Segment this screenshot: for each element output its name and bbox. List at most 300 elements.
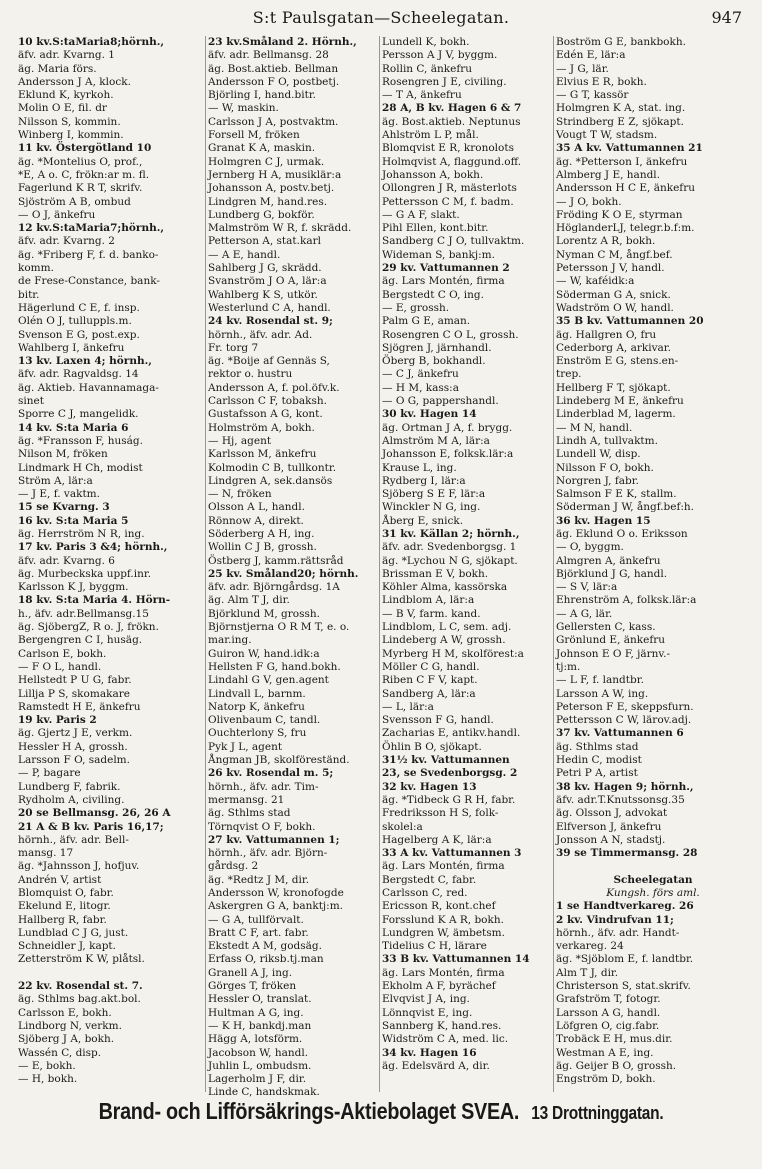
entry-line: äg. Herrström N R, ing. <box>18 527 145 540</box>
entry-line: — H, bokh. <box>18 1073 78 1086</box>
entry-line: Tidelius C H, lärare <box>382 940 487 953</box>
entry-line: Söderman J W, ångf.bef:h. <box>556 501 695 514</box>
entry-line: Fröding K O E, styrman <box>556 208 683 221</box>
entry-line: Wassén C, disp. <box>18 1046 102 1059</box>
entry-line: — O J, änkefru <box>18 208 96 221</box>
entry-line: Karlsson M, änkefru <box>208 448 317 461</box>
entry-line: — A G, lär. <box>556 607 613 620</box>
entry-line: 18 kv. S:ta Maria 4. Hörn- <box>18 594 171 607</box>
entry-line: Malmström W R, f. skrädd. <box>208 222 352 235</box>
entry-line: Andersson J A, klock. <box>18 75 131 88</box>
entry-line: 25 kv. Småland20; hörnh. <box>208 567 359 580</box>
entry-line: Jonsson A N, stadstj. <box>556 833 666 846</box>
entry-line: rektor o. hustru <box>208 368 293 381</box>
entry-line: — K H, bankdj.man <box>208 1019 312 1032</box>
entry-line: Hultman A G, ing. <box>208 1006 304 1019</box>
entry-line: Lorentz A R, bokh. <box>556 235 656 248</box>
entry-line: de Frese-Constance, bank- <box>18 275 160 288</box>
entry-line: Rydberg I, lär:a <box>382 474 466 487</box>
entry-line: Forsslund K A R, bokh. <box>382 913 504 926</box>
entry-line: Björklund J G, handl. <box>556 567 668 580</box>
entry-line: Rönnow A, direkt. <box>208 514 304 527</box>
entry-line: Natorp K, änkefru <box>208 700 305 713</box>
entry-line: — L, lär:a <box>382 700 434 713</box>
entry-line: 13 kv. Laxen 4; hörnh., <box>18 355 152 368</box>
entry-line: Öberg B, bokhandl. <box>382 355 486 368</box>
entry-line: 33 B kv. Vattumannen 14 <box>382 953 530 966</box>
entry-line: Karlsson K J, byggm. <box>18 581 129 594</box>
entry-line: äg. Lars Montén, firma <box>382 275 505 288</box>
entry-line: *E, A o. C, frökn:ar m. fl. <box>18 168 150 181</box>
entry-line: Carlsson C, red. <box>382 887 468 899</box>
entry-line: — N, fröken <box>208 488 272 501</box>
entry-line: Enström E G, stens.en- <box>556 355 679 368</box>
entry-line: — C J, änkefru <box>382 368 459 381</box>
entry-line: Ahlström L P, mål. <box>382 129 479 142</box>
entry-line: äfv. adr. Björngårdsg. 1A <box>208 581 340 594</box>
entry-line: hörnh., äfv. adr. Handt- <box>556 926 680 939</box>
entry-line: skolel:a <box>382 820 423 833</box>
entry-line: äg. *Petterson I, änkefru <box>556 155 688 168</box>
entry-line: Gellersten C, kass. <box>556 621 656 634</box>
column-divider <box>553 36 554 1092</box>
entry-line: Edén E, lär:a <box>556 49 626 62</box>
entry-line: 24 kv. Rosendal st. 9; <box>208 315 333 328</box>
entry-line: 10 kv.S:taMaria8;hörnh., <box>18 36 165 48</box>
entry-line: Elvius E R, bokh. <box>556 75 647 88</box>
entry-line: trep. <box>556 368 582 381</box>
entry-line: 20 se Bellmansg. 26, 26 A <box>18 807 171 820</box>
entry-line: Cederborg A, arkivar. <box>556 341 671 354</box>
footer-company: Brand- och Lifförsäkrings-Aktiebolaget SVEA. <box>98 1098 520 1124</box>
entry-line: Möller C G, handl. <box>382 660 480 673</box>
entry-line: äg. *Sjöblom E, f. landtbr. <box>556 953 694 966</box>
entry-line: hörnh., äfv. adr. Ad. <box>208 328 313 341</box>
entry-line: Winberg I, kommin. <box>18 129 124 142</box>
entry-line: äg. Sthlms stad <box>556 740 639 753</box>
entry-line: Almström M A, lär:a <box>382 434 490 447</box>
entry-line: tj:m. <box>556 660 581 673</box>
entry-line: Hellberg F T, sjökapt. <box>556 381 671 394</box>
entry-line: Görges T, fröken <box>208 980 297 993</box>
entry-line: — A E, handl. <box>208 248 281 261</box>
entry-line: äg. Hallgren O, fru <box>556 328 657 341</box>
entry-line: Zacharias E, antikv.handl. <box>382 727 521 740</box>
entry-line: äg. *Boije af Gennäs S, <box>208 355 330 368</box>
entry-line: Pettersson C M, f. badm. <box>382 195 514 208</box>
entry-line: 19 kv. Paris 2 <box>18 714 97 727</box>
entry-line: Lindborg N, verkm. <box>18 1019 122 1032</box>
entry-line: Söderberg A H, ing. <box>208 527 315 540</box>
entry-line: 27 kv. Vattumannen 1; <box>208 833 340 846</box>
entry-line: Sahlberg J G, skrädd. <box>208 262 322 275</box>
entry-line: — W, kaféidk:a <box>556 275 635 288</box>
entry-line: 12 kv.S:taMaria7;hörnh., <box>18 222 165 235</box>
entry-line: mermansg. 21 <box>208 793 285 806</box>
entry-line: Hellstedt P U G, fabr. <box>18 674 132 687</box>
entry-line: Schneidler J, kapt. <box>18 940 116 953</box>
entry-line: — J O, bokh. <box>556 195 622 208</box>
entry-line: Ekelund E, litogr. <box>18 900 111 913</box>
entry-line: äg. *Friberg F, f. d. banko- <box>18 248 159 261</box>
entry-line: Palm G E, aman. <box>382 315 471 328</box>
entry-line: 37 kv. Vattumannen 6 <box>556 727 684 740</box>
entry-line: Hallberg R, fabr. <box>18 913 107 926</box>
entry-line: Jernberg H A, musiklär:a <box>208 168 342 181</box>
entry-line: Olén O J, tulluppls.m. <box>18 315 132 328</box>
entry-line: 15 se Kvarng. 3 <box>18 501 110 514</box>
entry-line: — T A, änkefru <box>382 89 462 102</box>
entry-line: Andersson A, f. pol.öfv.k. <box>208 381 340 394</box>
entry-line: Svensson F G, handl. <box>382 714 494 727</box>
entry-line: Lillja P S, skomakare <box>18 687 130 700</box>
entry-line: Guiron W, hand.idk:a <box>208 647 320 660</box>
entry-line: äfv. adr.T.Knutssonsg.35 <box>556 793 685 806</box>
entry-line: Sandberg A, lär:a <box>382 687 476 700</box>
entry-line: äg. SjöbergZ, R o. J, frökn. <box>18 621 159 634</box>
entry-line: äg. Geijer B O, grossh. <box>556 1059 677 1072</box>
entry-line: — H M, kass:a <box>382 381 459 394</box>
entry-line: Larsson A W, ing. <box>556 687 649 700</box>
entry-line: Bergstedt C, fabr. <box>382 873 477 886</box>
entry-line: Myrberg H M, skolförest:a <box>382 647 524 660</box>
entry-line: Johansson A, postv.betj. <box>208 182 335 195</box>
entry-line: — Hj, agent <box>208 434 272 447</box>
entry-line: Wideman S, bankj:m. <box>382 248 495 261</box>
entry-line: Wahlberg I, änkefru <box>18 341 125 354</box>
entry-line: Öhlin B O, sjökapt. <box>382 740 482 753</box>
entry-line: Lindeberg M E, änkefru <box>556 395 684 408</box>
entry-line: Holmgren K A, stat. ing. <box>556 102 686 115</box>
entry-line: — P, bagare <box>18 767 81 780</box>
entry-line: Hessler H A, grossh. <box>18 740 128 753</box>
entry-line: äg. Olsson J, advokat <box>556 807 668 820</box>
entry-line: Elfverson J, änkefru <box>556 820 662 833</box>
entry-line: Trobäck E H, mus.dir. <box>556 1033 673 1046</box>
entry-line: Forsell M, fröken <box>208 129 300 142</box>
entry-line: verkareg. 24 <box>556 940 624 953</box>
entry-line: Elvqvist J A, ing. <box>382 993 470 1006</box>
entry-line: äg. Gjertz J E, verkm. <box>18 727 133 740</box>
entry-line: Andrén V, artist <box>18 873 102 886</box>
entry-line: Rollin C, änkefru <box>382 62 473 75</box>
entry-line: Scheelegatan <box>613 873 693 886</box>
entry-line: äg. *Fransson F, huság. <box>18 434 143 447</box>
entry-line: Sjögren J, järnhandl. <box>382 341 492 354</box>
page-header <box>0 8 762 30</box>
entry-line: Holmgren C J, urmak. <box>208 155 325 168</box>
entry-line: — G A F, slakt. <box>382 208 460 221</box>
entry-line: äfv. adr. Kvarng. 6 <box>18 554 115 567</box>
entry-line: Bratt C F, art. fabr. <box>208 926 309 939</box>
entry-line: Svanström J O A, lär:a <box>208 275 327 288</box>
entry-line: Söderman G A, snick. <box>556 288 671 301</box>
entry-line: 39 se Timmermansg. 28 <box>556 847 698 860</box>
entry-line: Kungsh. förs aml. <box>606 887 700 899</box>
entry-line: 38 kv. Hagen 9; hörnh., <box>556 780 694 793</box>
entry-line: äfv. adr. Svedenborgsg. 1 <box>382 541 517 554</box>
spacer-line <box>556 860 750 873</box>
entry-line: äg. Maria förs. <box>18 62 97 75</box>
entry-line: Lundell W, disp. <box>556 448 641 461</box>
entry-line: 1 se Handtverkareg. 26 <box>556 900 694 913</box>
entry-line: Grafström T, fotogr. <box>556 993 661 1006</box>
entry-line: — G T, kassör <box>556 89 629 102</box>
entry-line: — E, grossh. <box>382 301 450 314</box>
entry-line: Hagelberg A K, lär:a <box>382 833 492 846</box>
entry-line: äg. Edelsvärd A, dir. <box>382 1059 490 1072</box>
entry-line: Salmson F E K, stallm. <box>556 488 677 501</box>
entry-line: äg. *Montelius O, prof., <box>18 155 143 168</box>
entry-line: Johansson E, folksk.lär:a <box>382 448 514 461</box>
entry-line: Bergstedt C O, ing. <box>382 288 484 301</box>
entry-line: Almgren A, änkefru <box>556 554 661 567</box>
spacer-line <box>18 967 204 980</box>
entry-line: Boström G E, bankbokh. <box>556 36 686 48</box>
entry-line: Hedin C, modist <box>556 754 642 767</box>
entry-line: HöglanderLJ, telegr.b.f:m. <box>556 222 695 235</box>
entry-line: Östberg J, kamm.rättsråd <box>208 554 344 567</box>
entry-line: 30 kv. Hagen 14 <box>382 408 477 421</box>
entry-line: Widström C A, med. lic. <box>382 1033 509 1046</box>
entry-line: — M N, handl. <box>556 421 633 434</box>
entry-line: Linde C, handskmak. <box>208 1086 320 1099</box>
entry-line: Jacobson W, handl. <box>208 1046 309 1059</box>
entry-line: Pihl Ellen, kont.bitr. <box>382 222 489 235</box>
entry-line: Brissman E V, bokh. <box>382 567 489 580</box>
entry-line: Wollin C J B, grossh. <box>208 541 317 554</box>
entry-line: Sjöberg S E F, lär:a <box>382 488 486 501</box>
entry-line: Wadström O W, handl. <box>556 301 674 314</box>
entry-line: Ouchterlony S, fru <box>208 727 307 740</box>
entry-line: Pettersson C W, lärov.adj. <box>556 714 692 727</box>
entry-line: äg. *Jahnsson J, hofjuv. <box>18 860 140 873</box>
entry-line: Lindahl G V, gen.agent <box>208 674 329 687</box>
column-3 <box>382 36 552 1092</box>
entry-line: äfv. adr. Kvarng. 1 <box>18 49 115 62</box>
entry-line: 33 A kv. Vattumannen 3 <box>382 847 522 860</box>
entry-line: 35 B kv. Vattumannen 20 <box>556 315 704 328</box>
entry-line: Persson A J V, byggm. <box>382 49 498 62</box>
column-2 <box>208 36 378 1099</box>
entry-line: Norgren J, fabr. <box>556 474 639 487</box>
entry-line: Nilsson S, kommin. <box>18 115 121 128</box>
column-1 <box>18 36 204 1092</box>
column-4 <box>556 36 750 1092</box>
entry-line: äg. Alm T J, dir. <box>208 594 290 607</box>
entry-line: Hägg A, lotsförm. <box>208 1033 303 1046</box>
entry-line: bitr. <box>18 288 40 301</box>
entry-line: Lindgren A, sek.dansös <box>208 474 333 487</box>
entry-line: Rosengren J E, civiling. <box>382 75 507 88</box>
entry-line: Engström D, bokh. <box>556 1073 656 1086</box>
entry-line: äg. Lars Montén, firma <box>382 966 505 979</box>
entry-line: äg. Aktieb. Havannamaga- <box>18 381 159 394</box>
advertisement-footer <box>53 1098 708 1125</box>
entry-line: äfv. adr. Bellmansg. 28 <box>208 49 329 62</box>
entry-line: äg. *Tidbeck G R H, fabr. <box>382 793 516 806</box>
entry-line: Strindberg E Z, sjökapt. <box>556 115 684 128</box>
entry-line: Sjöberg J A, bokh. <box>18 1033 115 1046</box>
entry-line: hörnh., äfv. adr. Tim- <box>208 780 319 793</box>
entry-line: hörnh., äfv. adr. Björn- <box>208 847 328 860</box>
entry-line: — O G, pappershandl. <box>382 395 499 408</box>
entry-line: Lundell K, bokh. <box>382 36 470 48</box>
entry-line: Olivenbaum C, tandl. <box>208 714 321 727</box>
entry-line: Andersson W, kronofogde <box>208 887 344 899</box>
entry-line: Björling I, hand.bitr. <box>208 89 317 102</box>
entry-line: äfv. adr. Ragvaldsg. 14 <box>18 368 139 381</box>
entry-line: 36 kv. Hagen 15 <box>556 514 651 527</box>
entry-line: Petersson J V, handl. <box>556 262 665 275</box>
entry-line: Åberg E, snick. <box>382 514 464 527</box>
entry-line: Lindgren M, hand.res. <box>208 195 328 208</box>
entry-line: Peterson F E, skeppsfurn. <box>556 700 694 713</box>
entry-line: Hägerlund C E, f. insp. <box>18 301 140 314</box>
entry-line: Köhler Alma, kassörska <box>382 581 508 594</box>
entry-line: Löfgren O, cig.fabr. <box>556 1019 660 1032</box>
entry-line: Ehrenström A, folksk.lär:a <box>556 594 697 607</box>
entry-line: — B V, farm. kand. <box>382 607 481 620</box>
entry-line: Hessler O, translat. <box>208 993 312 1006</box>
entry-line: äg. Eklund O o. Eriksson <box>556 527 688 540</box>
entry-line: 21 A & B kv. Paris 16,17; <box>18 820 164 833</box>
entry-line: — E, bokh. <box>18 1059 76 1072</box>
entry-line: Grönlund E, änkefru <box>556 634 666 647</box>
entry-line: Svenson E G, post.exp. <box>18 328 140 341</box>
entry-line: Nilson M, fröken <box>18 448 108 461</box>
entry-line: Lundblad C J G, just. <box>18 926 129 939</box>
entry-line: Vougt T W, stadsm. <box>556 129 658 142</box>
entry-line: 26 kv. Rosendal m. 5; <box>208 767 334 780</box>
entry-line: Carlson E, bokh. <box>18 647 107 660</box>
entry-line: mar.ing. <box>208 634 252 647</box>
entry-line: Sandberg C J O, tullvaktm. <box>382 235 525 248</box>
entry-line: Ångman JB, skolföreständ. <box>208 754 350 767</box>
entry-line: Björnstjerna O R M T, e. o. <box>208 621 350 634</box>
entry-line: Eklund K, kyrkoh. <box>18 89 114 102</box>
entry-line: Sannberg K, hand.res. <box>382 1019 502 1032</box>
entry-line: Kolmodin C B, tullkontr. <box>208 461 337 474</box>
entry-line: komm. <box>18 262 54 275</box>
entry-line: Juhlin L, ombudsm. <box>208 1059 312 1072</box>
column-divider <box>205 36 206 1092</box>
entry-line: Christerson S, stat.skrifv. <box>556 980 691 993</box>
entry-line: Granat K A, maskin. <box>208 142 316 155</box>
entry-line: — S V, lär:a <box>556 581 618 594</box>
entry-line: Lindeberg A W, grossh. <box>382 634 506 647</box>
entry-line: äg. Sthlms bag.akt.bol. <box>18 993 141 1006</box>
entry-line: Almberg J E, handl. <box>556 168 661 181</box>
entry-line: Johnson E O F, järnv.- <box>556 647 671 660</box>
entry-line: 35 A kv. Vattumannen 21 <box>556 142 703 155</box>
entry-line: 17 kv. Paris 3 &4; hörnh., <box>18 541 168 554</box>
entry-line: äg. *Redtz J M, dir. <box>208 873 310 886</box>
entry-line: äg. Murbeckska uppf.inr. <box>18 567 152 580</box>
entry-line: gårdsg. 2 <box>208 860 259 873</box>
entry-line: mansg. 17 <box>18 847 74 860</box>
entry-line: Nyman C M, ångf.bef. <box>556 248 673 261</box>
entry-line: Blomqvist E R, kronolots <box>382 142 514 155</box>
entry-line: Carlsson J A, postvaktm. <box>208 115 339 128</box>
entry-line: Ekstedt A M, godsäg. <box>208 940 322 953</box>
entry-line: 23, se Svedenborgsg. 2 <box>382 767 518 780</box>
entry-line: — W, maskin. <box>208 102 279 115</box>
entry-line: Nilsson F O, bokh. <box>556 461 654 474</box>
entry-line: Granell A J, ing. <box>208 966 293 979</box>
entry-line: Rosengren C O L, grossh. <box>382 328 519 341</box>
entry-line: sinet <box>18 395 44 408</box>
entry-line: Lindblom A, lär:a <box>382 594 475 607</box>
entry-line: Olsson A L, handl. <box>208 501 305 514</box>
entry-line: 23 kv.Småland 2. Hörnh., <box>208 36 357 48</box>
entry-line: 31½ kv. Vattumannen <box>382 754 510 767</box>
entry-line: Andersson F O, postbetj. <box>208 75 340 88</box>
entry-line: Lundberg G, bokför. <box>208 208 315 221</box>
entry-line: Ramstedt H E, änkefru <box>18 700 141 713</box>
entry-line: Lindmark H Ch, modist <box>18 461 143 474</box>
entry-line: Zetterström K W, plåtsl. <box>18 953 145 966</box>
entry-line: Hellsten F G, hand.bokh. <box>208 660 341 673</box>
entry-line: hörnh., äfv. adr. Bell- <box>18 833 129 846</box>
entry-line: Törnqvist O F, bokh. <box>208 820 316 833</box>
entry-line: 2 kv. Vindrufvan 11; <box>556 913 674 926</box>
entry-line: Björklund M, grossh. <box>208 607 320 620</box>
page-number: 947 <box>711 8 742 27</box>
entry-line: Sporre C J, mangelidk. <box>18 408 139 421</box>
entry-line: äg. Ortman J A, f. brygg. <box>382 421 513 434</box>
footer-address: 13 Drottninggatan. <box>531 1103 664 1123</box>
entry-line: 29 kv. Vattumannen 2 <box>382 262 510 275</box>
entry-line: Riben C F V, kapt. <box>382 674 478 687</box>
entry-line: Rydholm A, civiling. <box>18 793 125 806</box>
entry-line: Pyk J L, agent <box>208 740 283 753</box>
entry-line: Westman A E, ing. <box>556 1046 654 1059</box>
entry-line: h., äfv. adr.Bellmansg.15 <box>18 607 149 620</box>
entry-line: — J G, lär. <box>556 62 609 75</box>
entry-line: äg. *Lychou N G, sjökapt. <box>382 554 518 567</box>
entry-line: Fredriksson H S, folk- <box>382 807 499 820</box>
entry-line: — G A, tullförvalt. <box>208 913 304 926</box>
entry-line: Fagerlund K R T, skrifv. <box>18 182 143 195</box>
entry-line: Winckler N G, ing. <box>382 501 481 514</box>
entry-line: 16 kv. S:ta Maria 5 <box>18 514 129 527</box>
entry-line: 11 kv. Östergötland 10 <box>18 142 152 155</box>
entry-line: Carlsson E, bokh. <box>18 1006 112 1019</box>
entry-line: Lindblom, L C, sem. adj. <box>382 621 512 634</box>
entry-line: Ekholm A F, byrächef <box>382 980 496 993</box>
entry-line: Sjöström A B, ombud <box>18 195 131 208</box>
entry-line: äfv. adr. Kvarng. 2 <box>18 235 115 248</box>
entry-line: Holmqvist A, flaggund.off. <box>382 155 522 168</box>
entry-line: Askergren G A, banktj:m. <box>208 900 344 913</box>
entry-line: Andersson H C E, änkefru <box>556 182 695 195</box>
entry-line: Ericsson R, kont.chef <box>382 900 496 913</box>
entry-line: 34 kv. Hagen 16 <box>382 1046 477 1059</box>
entry-line: Lundberg F, fabrik. <box>18 780 121 793</box>
entry-line: Larsson F O, sadelm. <box>18 754 130 767</box>
entry-line: Linderblad M, lagerm. <box>556 408 676 421</box>
page-title: S:t Paulsgatan—Scheelegatan. <box>252 8 510 27</box>
entry-line: äg. Lars Montén, firma <box>382 860 505 873</box>
entry-line: Lindvall L, barnm. <box>208 687 306 700</box>
entry-line: Wahlberg K S, utkör. <box>208 288 318 301</box>
entry-line: 22 kv. Rosendal st. 7. <box>18 980 143 993</box>
entry-line: Bergengren C I, husäg. <box>18 634 143 647</box>
entry-line: Carlsson C F, tobaksh. <box>208 395 327 408</box>
entry-line: Krause L, ing. <box>382 461 457 474</box>
entry-line: Larsson A G, handl. <box>556 1006 661 1019</box>
